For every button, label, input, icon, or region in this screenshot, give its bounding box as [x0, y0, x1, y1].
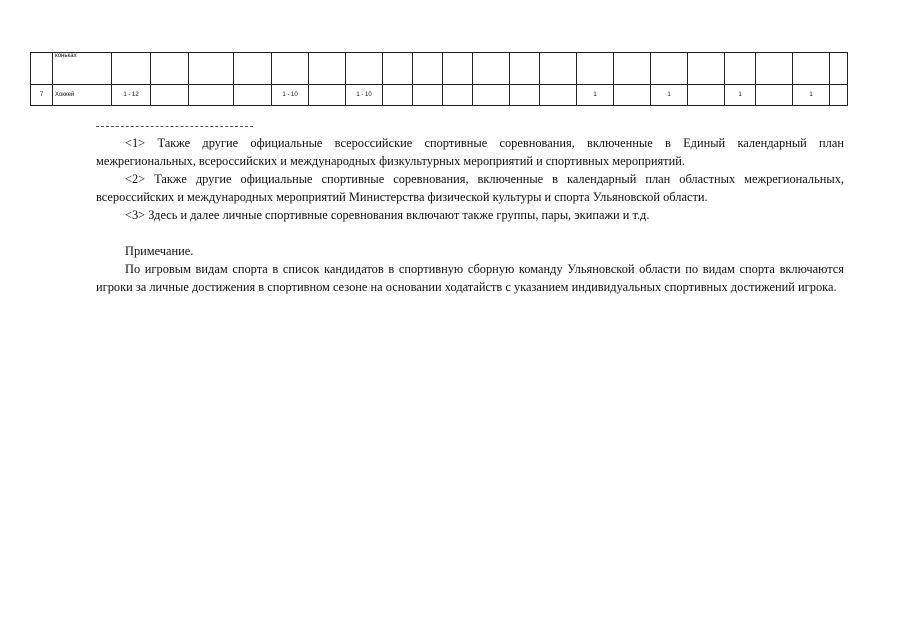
note-text: По игровым видам спорта в список кандидатов в спортивную сборную команду Ульяновской области по видам спорта включаются игроки за личные достижения в спортивном сезоне на основании ходатайств с указанием индивидуальных спортивных достижений игрока.	[96, 262, 844, 294]
table-cell	[443, 53, 473, 85]
table-row	[31, 53, 848, 85]
table-cell: 1	[725, 85, 756, 106]
row-number	[31, 53, 53, 85]
table-cell	[473, 85, 510, 106]
table-cell	[309, 85, 346, 106]
sports-table	[30, 52, 848, 106]
footnote-1: <1> Также другие официальные всероссийские спортивные соревнования, включенные в Единый календарный план межрегиональных, всероссийских и международных физкультурных мероприятий и спортивных мероприятий.	[96, 136, 844, 168]
table-cell	[413, 85, 443, 106]
table-cell	[688, 53, 725, 85]
table-cell	[540, 85, 577, 106]
footnote-2: <2> Также другие официальные спортивные соревнования, включенные в календарный план областных межрегиональных, всероссийских и международных мероприятий Министерства физической культуры и спорта Ульяновской области.	[96, 172, 844, 204]
sport-name: Хоккей	[53, 85, 112, 106]
table-cell	[383, 85, 413, 106]
table-cell	[151, 85, 189, 106]
note-title: Примечание.	[125, 244, 194, 258]
table-cell: 1 - 12	[112, 85, 151, 106]
table-cell: 1	[651, 85, 688, 106]
table-cell	[151, 53, 189, 85]
table-cell	[234, 85, 272, 106]
table-cell	[651, 53, 688, 85]
table-cell	[443, 85, 473, 106]
table-cell	[346, 53, 383, 85]
table-cell	[793, 53, 830, 85]
table-cell: 1	[577, 85, 614, 106]
footnote-3: <3> Здесь и далее личные спортивные соревнования включают также группы, пары, экипажи и т.д.	[125, 208, 650, 222]
table-cell	[756, 53, 793, 85]
table-cell	[577, 53, 614, 85]
table-cell	[510, 53, 540, 85]
table-cell	[234, 53, 272, 85]
table-cell	[112, 53, 151, 85]
sport-name: коньках	[53, 53, 112, 85]
table-cell: 1	[793, 85, 830, 106]
table-cell	[473, 53, 510, 85]
table-cell	[413, 53, 443, 85]
table-cell: 1 - 10	[346, 85, 383, 106]
table-cell	[614, 53, 651, 85]
table-cell	[309, 53, 346, 85]
table-cell	[540, 53, 577, 85]
table-cell	[688, 85, 725, 106]
table-cell: 1 - 10	[272, 85, 309, 106]
footnotes-section	[96, 126, 844, 296]
table-cell	[725, 53, 756, 85]
table-cell	[189, 85, 234, 106]
table-cell	[830, 85, 848, 106]
footnote-separator	[96, 126, 253, 127]
table-cell	[756, 85, 793, 106]
table-cell	[510, 85, 540, 106]
table-cell	[830, 53, 848, 85]
table-cell	[272, 53, 309, 85]
row-number: 7	[31, 85, 53, 106]
table-row	[31, 85, 848, 106]
table-cell	[383, 53, 413, 85]
table-cell	[189, 53, 234, 85]
table-cell	[614, 85, 651, 106]
